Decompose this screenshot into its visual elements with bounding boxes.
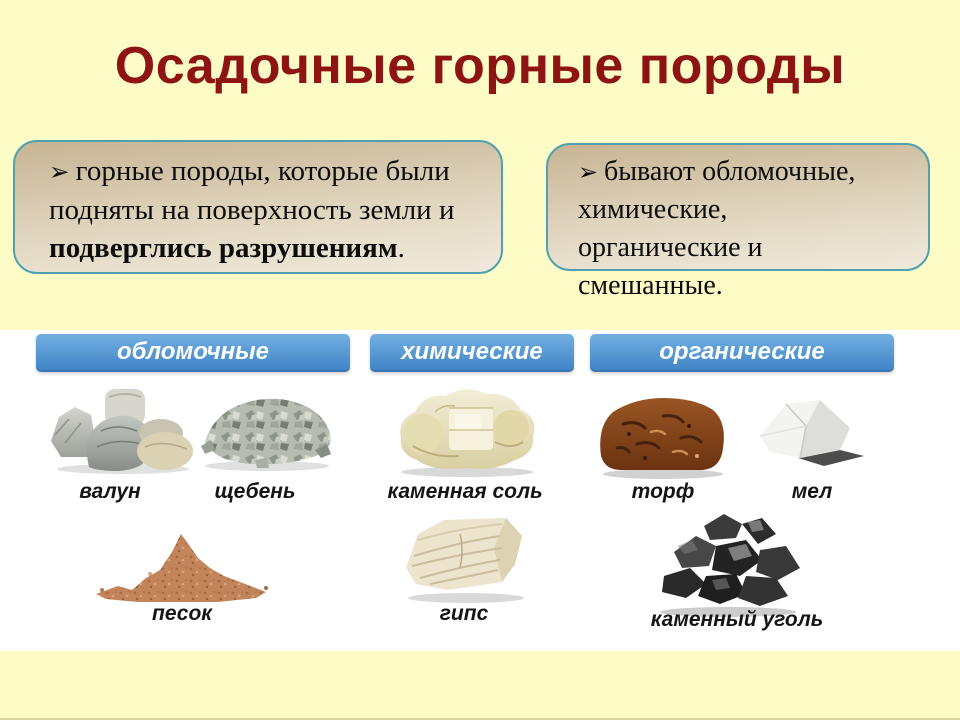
peat-photo-icon <box>593 390 731 480</box>
arrow-bullet-icon: ➢ <box>49 157 70 186</box>
peat-label: торф <box>631 480 695 503</box>
category-label: химические <box>401 338 543 365</box>
chalk-photo-icon <box>748 392 870 474</box>
coal-label: каменный уголь <box>650 608 824 631</box>
rock-salt-label: каменная соль <box>387 480 543 503</box>
gypsum-photo-icon <box>390 510 538 604</box>
rock-salt-photo-icon <box>383 382 548 478</box>
boulder-photo-icon <box>45 383 195 475</box>
definition-text-tail: . <box>397 232 405 264</box>
gypsum-label: гипс <box>439 602 489 625</box>
category-header-clastic <box>36 334 350 372</box>
gravel-label: щебень <box>214 480 296 503</box>
definition-text: горные породы, которые были подняты на поверхность земли и <box>49 155 455 226</box>
sand-label: песок <box>152 602 212 625</box>
category-header-organic <box>590 334 894 372</box>
chalk-label: мел <box>791 480 833 503</box>
category-label: обломочные <box>116 338 270 365</box>
coal-photo-icon <box>652 506 804 618</box>
category-header-chemical <box>370 334 574 372</box>
category-label: органические <box>659 338 825 365</box>
definition-text-bold: подверглись разрушениям <box>49 232 398 264</box>
definition-box-kinds <box>546 143 930 301</box>
kinds-text: бывают обломочные, химические, органические и смешанные. <box>578 156 856 301</box>
page-title: Осадочные горные породы <box>114 37 846 95</box>
gravel-photo-icon <box>195 386 335 472</box>
arrow-bullet-icon: ➢ <box>578 158 598 186</box>
boulder-label: валун <box>79 480 141 503</box>
definition-box-clastic <box>13 140 503 274</box>
sand-photo-icon <box>90 518 275 602</box>
